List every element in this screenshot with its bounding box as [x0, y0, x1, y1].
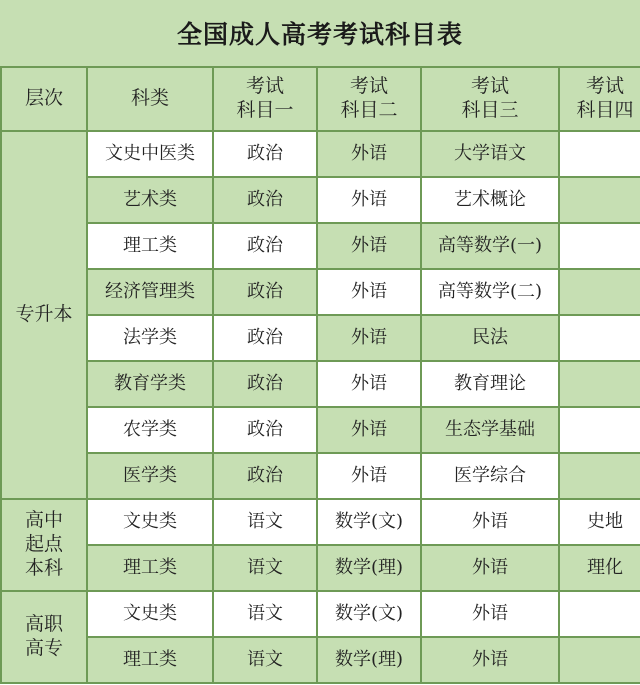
- category-cell: 理工类: [87, 223, 213, 269]
- subject4-cell: [559, 223, 640, 269]
- header-subject1: 考试 科目一: [213, 67, 317, 131]
- subject3-cell: 大学语文: [421, 131, 559, 177]
- subject2-cell: 数学(理): [317, 637, 421, 683]
- subject2-cell: 外语: [317, 407, 421, 453]
- subject3-cell: 生态学基础: [421, 407, 559, 453]
- table-row: [1, 637, 640, 683]
- subject3-cell: 高等数学(二): [421, 269, 559, 315]
- subject1-cell: 政治: [213, 453, 317, 499]
- category-cell: 理工类: [87, 637, 213, 683]
- table-row: [1, 223, 640, 269]
- subject1-cell: 政治: [213, 177, 317, 223]
- header-subject2: 考试 科目二: [317, 67, 421, 131]
- subject1-cell: 政治: [213, 223, 317, 269]
- header-subject3: 考试 科目三: [421, 67, 559, 131]
- subject2-cell: 数学(理): [317, 545, 421, 591]
- table-row: [1, 453, 640, 499]
- table-row: [1, 361, 640, 407]
- exam-subject-table: [0, 66, 640, 684]
- subject2-cell: 数学(文): [317, 499, 421, 545]
- category-cell: 教育学类: [87, 361, 213, 407]
- subject3-cell: 教育理论: [421, 361, 559, 407]
- subject1-cell: 语文: [213, 637, 317, 683]
- subject3-cell: 外语: [421, 545, 559, 591]
- header-row: [1, 67, 640, 131]
- subject4-cell: [559, 177, 640, 223]
- table-row: [1, 591, 640, 637]
- subject4-cell: [559, 269, 640, 315]
- table-row: [1, 407, 640, 453]
- subject2-cell: 外语: [317, 315, 421, 361]
- subject3-cell: 外语: [421, 499, 559, 545]
- subject4-cell: [559, 453, 640, 499]
- level-cell: 专升本: [1, 131, 87, 499]
- category-cell: 艺术类: [87, 177, 213, 223]
- subject1-cell: 政治: [213, 131, 317, 177]
- table-row: [1, 131, 640, 177]
- table-row: [1, 499, 640, 545]
- subject4-cell: 理化: [559, 545, 640, 591]
- category-cell: 医学类: [87, 453, 213, 499]
- subject3-cell: 艺术概论: [421, 177, 559, 223]
- title-band: [0, 0, 640, 68]
- category-cell: 文史中医类: [87, 131, 213, 177]
- category-cell: 农学类: [87, 407, 213, 453]
- subject4-cell: [559, 361, 640, 407]
- subject3-cell: 民法: [421, 315, 559, 361]
- subject1-cell: 语文: [213, 499, 317, 545]
- category-cell: 经济管理类: [87, 269, 213, 315]
- subject4-cell: [559, 315, 640, 361]
- subject1-cell: 政治: [213, 315, 317, 361]
- subject3-cell: 高等数学(一): [421, 223, 559, 269]
- subject1-cell: 政治: [213, 361, 317, 407]
- subject4-cell: [559, 407, 640, 453]
- subject2-cell: 外语: [317, 453, 421, 499]
- subject2-cell: 外语: [317, 177, 421, 223]
- category-cell: 法学类: [87, 315, 213, 361]
- header-subject4: 考试 科目四: [559, 67, 640, 131]
- subject1-cell: 政治: [213, 269, 317, 315]
- level-cell: 高职 高专: [1, 591, 87, 683]
- header-category: 科类: [87, 67, 213, 131]
- category-cell: 文史类: [87, 499, 213, 545]
- level-cell: 高中 起点 本科: [1, 499, 87, 591]
- subject3-cell: 医学综合: [421, 453, 559, 499]
- category-cell: 文史类: [87, 591, 213, 637]
- subject3-cell: 外语: [421, 637, 559, 683]
- table-row: [1, 315, 640, 361]
- subject3-cell: 外语: [421, 591, 559, 637]
- subject4-cell: 史地: [559, 499, 640, 545]
- subject2-cell: 外语: [317, 361, 421, 407]
- category-cell: 理工类: [87, 545, 213, 591]
- subject4-cell: [559, 131, 640, 177]
- page-title: 全国成人高考考试科目表: [176, 20, 463, 49]
- subject2-cell: 数学(文): [317, 591, 421, 637]
- header-level: 层次: [1, 67, 87, 131]
- table-row: [1, 177, 640, 223]
- subject1-cell: 语文: [213, 545, 317, 591]
- subject2-cell: 外语: [317, 223, 421, 269]
- subject1-cell: 语文: [213, 591, 317, 637]
- subject2-cell: 外语: [317, 131, 421, 177]
- subject2-cell: 外语: [317, 269, 421, 315]
- table-row: [1, 269, 640, 315]
- table-row: [1, 545, 640, 591]
- subject1-cell: 政治: [213, 407, 317, 453]
- subject4-cell: [559, 591, 640, 637]
- subject4-cell: [559, 637, 640, 683]
